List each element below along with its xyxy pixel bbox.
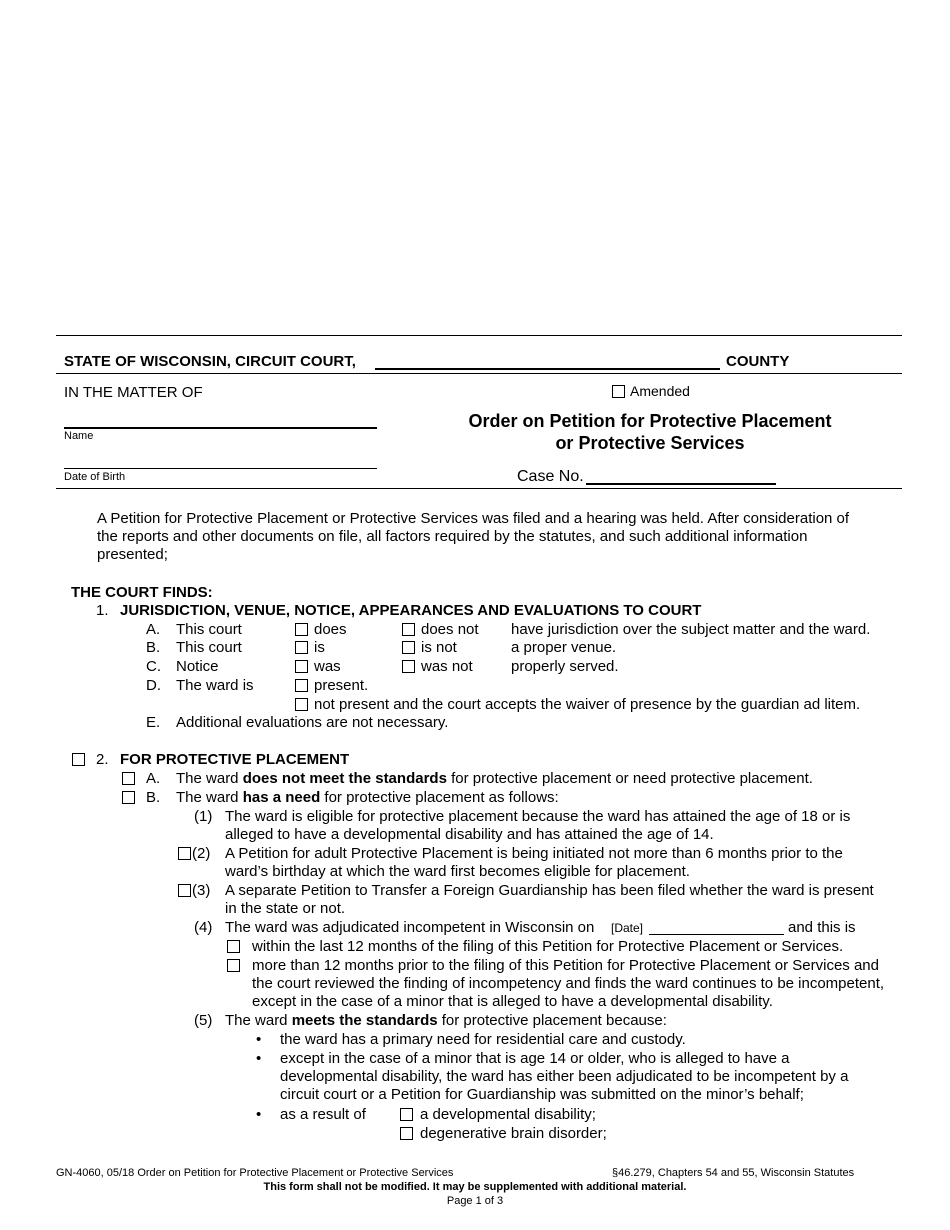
form-title-line1: Order on Petition for Protective Placement [468,411,832,431]
section2-number: 2. [96,751,109,768]
adjudication-date-field[interactable] [649,934,784,935]
s2a-checkbox[interactable] [122,772,135,785]
s1b-is-checkbox[interactable] [295,641,308,654]
s2b-item4-text: The ward was adjudicated incompetent in Wisconsin on [225,919,595,936]
s1c-letter: C. [146,658,161,675]
s2b-item4-more-line1: more than 12 months prior to the filing of this Petition for Protective Placement or Services and [252,957,879,974]
s1c-was-not-checkbox[interactable] [402,660,415,673]
s2b-item1-number: (1) [194,808,213,825]
s2b-text-pre: The ward [176,789,243,806]
s2b-item5-bullet2-line3: circuit court or a Petition for Guardianship was submitted on the minor’s behalf; [280,1086,804,1103]
s1b-is-not-label: is not [421,639,457,656]
s2b-item5-number: (5) [194,1012,213,1029]
caption-bottom-rule [56,488,902,489]
s1a-text: have jurisdiction over the subject matter and the ward. [511,621,871,638]
s2b-item4-within-label: within the last 12 months of the filing of this Petition for Protective Placement or Services. [252,938,844,955]
s1a-letter: A. [146,621,161,638]
footer-page-number: Page 1 of 3 [446,1195,504,1207]
s1d-present-checkbox[interactable] [295,679,308,692]
s2b-item4-date-label: [Date] [611,921,644,935]
s2b-item4-and-this-is: and this is [788,919,856,936]
s2b-item5-text-post: for protective placement because: [437,1012,667,1029]
county-label: COUNTY [726,353,790,370]
s1e-text: Additional evaluations are not necessary. [176,714,449,731]
section2-title: FOR PROTECTIVE PLACEMENT [120,751,350,768]
amended-label: Amended [630,383,690,399]
intro-line3: presented; [97,546,168,563]
s2a-text [176,770,813,787]
caption-mid-rule [56,373,902,374]
s2b-text [176,789,559,806]
s1d-label: The ward is [176,677,254,694]
s1b-is-not-checkbox[interactable] [402,641,415,654]
developmental-disability-label: a developmental disability; [420,1106,596,1123]
s2b-item5-text [225,1012,667,1029]
s2b-item3-checkbox[interactable] [178,884,191,897]
section1-title: JURISDICTION, VENUE, NOTICE, APPEARANCES AND EVALUATIONS TO COURT [120,602,702,619]
s2b-item2-checkbox[interactable] [178,847,191,860]
dob-field[interactable] [64,468,377,469]
case-no-label: Case No. [517,468,584,485]
s2b-item3-line1: A separate Petition to Transfer a Foreign Guardianship has been filed whether the ward is present [225,882,874,899]
s2b-item2-line2: ward’s birthday at which the ward first becomes eligible for placement. [225,863,690,880]
intro-line1: A Petition for Protective Placement or Protective Services was filed and a hearing was held. After consideration of [97,510,850,527]
name-label: Name [64,430,94,442]
caption-top-rule [56,335,902,336]
s2b-item5-bullet3: as a result of [280,1106,366,1123]
s2b-item2-number: (2) [192,845,211,862]
s1b-is-label: is [314,639,325,656]
s2b-checkbox[interactable] [122,791,135,804]
county-field[interactable] [375,368,720,370]
s2a-text-post: for protective placement or need protective placement. [446,770,813,787]
developmental-disability-checkbox[interactable] [400,1108,413,1121]
amended-checkbox[interactable] [612,385,625,398]
footer-statutes: §46.279, Chapters 54 and 55, Wisconsin Statutes [612,1167,855,1179]
name-field[interactable] [64,427,377,429]
s1b-letter: B. [146,639,161,656]
section2-checkbox[interactable] [72,753,85,766]
s1c-was-checkbox[interactable] [295,660,308,673]
s1d-letter: D. [146,677,161,694]
s2b-item4-number: (4) [194,919,213,936]
s2b-item5-bullet2-line2: developmental disability, the ward has either been adjudicated to be incompetent by a [280,1068,849,1085]
s2b-item5-bullet2-line1: except in the case of a minor that is age 14 or older, who is alleged to have a [280,1050,790,1067]
s1c-label: Notice [176,658,219,675]
s1c-text: properly served. [511,658,619,675]
footer-form-id: GN-4060, 05/18 Order on Petition for Protective Placement or Protective Services [56,1167,454,1179]
degenerative-brain-disorder-checkbox[interactable] [400,1127,413,1140]
s2b-item2-line1: A Petition for adult Protective Placement is being initiated not more than 6 months prior to the [225,845,843,862]
bullet-2: • [256,1050,262,1067]
in-the-matter-label: IN THE MATTER OF [64,384,203,401]
s2b-item1-line1: The ward is eligible for protective placement because the ward has attained the age of 18 or is [225,808,851,825]
s1a-does-not-checkbox[interactable] [402,623,415,636]
dob-label: Date of Birth [64,471,126,483]
s1c-was-label: was [314,658,341,675]
s2b-letter: B. [146,789,161,806]
s1b-text: a proper venue. [511,639,617,656]
degenerative-brain-disorder-label: degenerative brain disorder; [420,1125,607,1142]
s2b-item5-text-pre: The ward [225,1012,292,1029]
s1a-does-checkbox[interactable] [295,623,308,636]
intro-line2: the reports and other documents on file, all factors required by the statutes, and such additional information [97,528,808,545]
case-no-field[interactable] [586,483,776,485]
s1d-present-label: present. [314,677,369,694]
footer-notice: This form shall not be modified. It may be supplemented with additional material. [263,1181,687,1193]
s2a-text-bold: does not meet the standards [242,770,447,787]
s2a-letter: A. [146,770,161,787]
s2b-item5-bullet1: the ward has a primary need for residential care and custody. [280,1031,686,1048]
s2b-item5-text-bold: meets the standards [291,1012,438,1029]
s2b-item1-line2: alleged to have a developmental disability and has attained the age of 14. [225,826,714,843]
bullet-1: • [256,1031,262,1048]
s2b-item4-within-checkbox[interactable] [227,940,240,953]
court-finds-heading: THE COURT FINDS: [71,584,213,601]
s2b-item4-more-line3: except in the case of a minor that is alleged to have a developmental disability. [252,993,773,1010]
s1c-was-not-label: was not [421,658,473,675]
s1a-label: This court [176,621,242,638]
s2b-text-post: for protective placement as follows: [320,789,559,806]
bullet-3: • [256,1106,262,1123]
s2b-item4-more-than-checkbox[interactable] [227,959,240,972]
s1d-not-present-label: not present and the court accepts the waiver of presence by the guardian ad litem. [314,696,861,713]
state-court-label: STATE OF WISCONSIN, CIRCUIT COURT, [64,353,356,370]
s1b-label: This court [176,639,242,656]
s2b-text-bold: has a need [242,789,321,806]
s2b-item3-number: (3) [192,882,211,899]
s2b-item4-more-line2: the court reviewed the finding of incompetency and finds the ward continues to be incompetent, [252,975,885,992]
section1-number: 1. [96,602,109,619]
s1e-letter: E. [146,714,161,731]
form-title-line2: or Protective Services [555,433,745,453]
s2a-text-pre: The ward [176,770,243,787]
s2b-item3-line2: in the state or not. [225,900,346,917]
s1d-not-present-checkbox[interactable] [295,698,308,711]
s1a-does-not-label: does not [421,621,479,638]
s1a-does-label: does [314,621,347,638]
